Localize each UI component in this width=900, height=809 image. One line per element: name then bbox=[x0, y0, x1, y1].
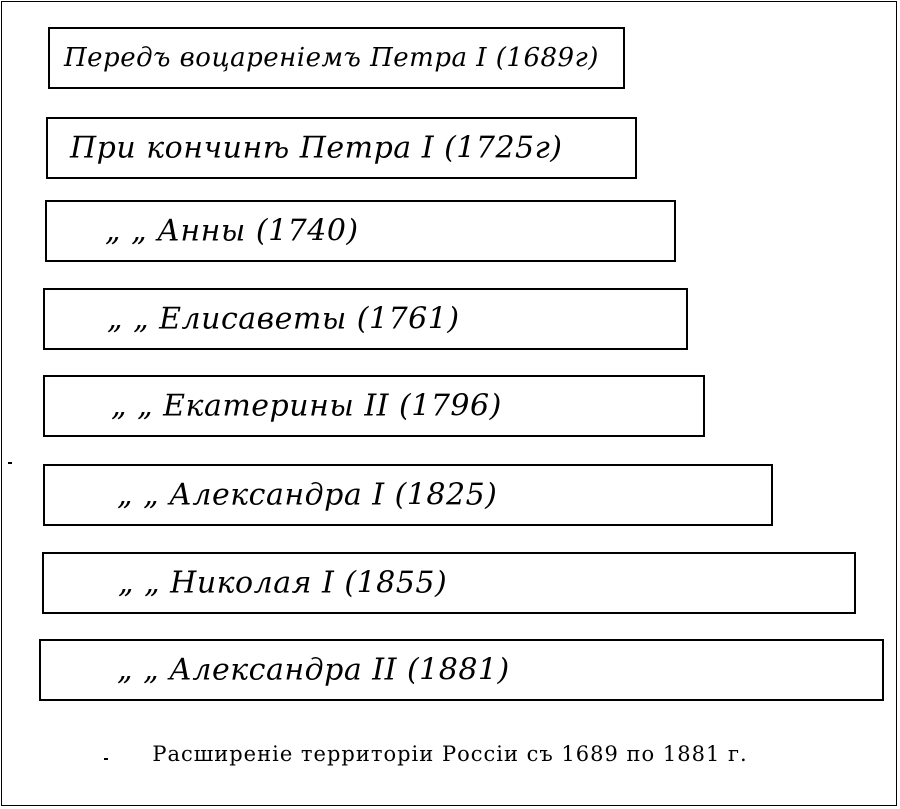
bar-label: „ „ Александра II (1881) bbox=[117, 652, 510, 688]
bar-1689 bbox=[48, 27, 625, 89]
bar-label: Передъ воцареніемъ Петра I (1689г) bbox=[64, 43, 599, 73]
bar-1796 bbox=[43, 375, 705, 437]
bar-1725 bbox=[46, 117, 637, 179]
bar-label: При кончинѣ Петра I (1725г) bbox=[70, 130, 563, 166]
bar-1881 bbox=[39, 639, 884, 701]
bar-1740 bbox=[45, 200, 676, 262]
print-speck bbox=[104, 758, 108, 760]
bar-1761 bbox=[43, 288, 688, 350]
chart-title: Расширеніе территоріи Россіи съ 1689 по 1881 г. bbox=[152, 742, 748, 766]
bar-label: „ „ Елисаветы (1761) bbox=[107, 301, 460, 337]
bar-1825 bbox=[43, 464, 773, 526]
bar-label: „ „ Екатерины II (1796) bbox=[111, 388, 502, 424]
bar-label: „ „ Анны (1740) bbox=[105, 213, 359, 249]
bar-1855 bbox=[42, 552, 856, 614]
print-speck bbox=[8, 462, 12, 464]
bar-label: „ „ Николая I (1855) bbox=[118, 565, 448, 601]
bar-label: „ „ Александра I (1825) bbox=[117, 477, 498, 513]
